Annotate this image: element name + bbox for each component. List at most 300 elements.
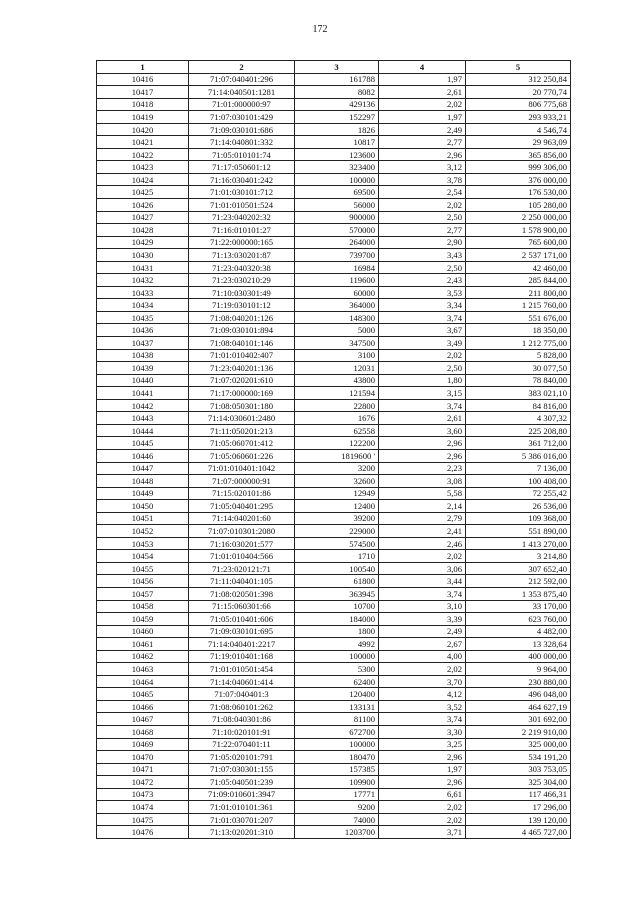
- row-number-cell: 10430: [97, 249, 189, 262]
- table-row: [97, 73, 571, 86]
- row-number-cell: 10448: [97, 475, 189, 488]
- cadastral-number-cell: 71:01:010101:361: [189, 801, 295, 814]
- rate-cell: 2,02: [379, 813, 466, 826]
- cadastral-number-cell: 71:01:010401:1042: [189, 462, 295, 475]
- row-number-cell: 10467: [97, 713, 189, 726]
- rate-cell: 2,43: [379, 274, 466, 287]
- row-number-cell: 10476: [97, 826, 189, 839]
- row-number-cell: 10453: [97, 537, 189, 550]
- rate-cell: 1,97: [379, 763, 466, 776]
- rate-cell: 3,39: [379, 613, 466, 626]
- row-number-cell: 10455: [97, 562, 189, 575]
- table-row: [97, 625, 571, 638]
- row-number-cell: 10439: [97, 362, 189, 375]
- cadastral-value-cell: 212 592,00: [466, 575, 571, 588]
- cadastral-number-cell: 71:14:030601:2480: [189, 412, 295, 425]
- area-cell: 1800: [295, 625, 379, 638]
- row-number-cell: 10437: [97, 337, 189, 350]
- table-row: [97, 512, 571, 525]
- rate-cell: 3,10: [379, 600, 466, 613]
- area-cell: 574500: [295, 537, 379, 550]
- rate-cell: 2,02: [379, 801, 466, 814]
- cadastral-number-cell: 71:08:020501:398: [189, 587, 295, 600]
- rate-cell: 2,96: [379, 751, 466, 764]
- row-number-cell: 10452: [97, 525, 189, 538]
- row-number-cell: 10438: [97, 349, 189, 362]
- rate-cell: 2,02: [379, 663, 466, 676]
- area-cell: 100000: [295, 738, 379, 751]
- area-cell: 43800: [295, 374, 379, 387]
- area-cell: 133131: [295, 700, 379, 713]
- area-cell: 74000: [295, 813, 379, 826]
- cadastral-number-cell: 71:08:060101:262: [189, 700, 295, 713]
- cadastral-value-cell: 33 170,00: [466, 600, 571, 613]
- rate-cell: 2,02: [379, 199, 466, 212]
- cadastral-value-cell: 361 712,00: [466, 437, 571, 450]
- rate-cell: 3,67: [379, 324, 466, 337]
- cadastral-number-cell: 71:23:040202:32: [189, 211, 295, 224]
- rate-cell: 1,80: [379, 374, 466, 387]
- table-row: [97, 412, 571, 425]
- area-cell: 69500: [295, 186, 379, 199]
- table-row: [97, 349, 571, 362]
- area-cell: 184000: [295, 613, 379, 626]
- table-row: [97, 374, 571, 387]
- cadastral-value-cell: 105 280,00: [466, 199, 571, 212]
- row-number-cell: 10473: [97, 788, 189, 801]
- row-number-cell: 10421: [97, 136, 189, 149]
- table-row: [97, 437, 571, 450]
- row-number-cell: 10419: [97, 111, 189, 124]
- cadastral-value-cell: 303 753,05: [466, 763, 571, 776]
- cadastral-number-cell: 71:09:030101:695: [189, 625, 295, 638]
- cadastral-value-cell: 176 530,00: [466, 186, 571, 199]
- column-header-3: 3: [295, 61, 379, 74]
- area-cell: 10700: [295, 600, 379, 613]
- area-cell: 109900: [295, 776, 379, 789]
- table-row: [97, 638, 571, 651]
- cadastral-value-cell: 26 536,00: [466, 500, 571, 513]
- rate-cell: 3,74: [379, 713, 466, 726]
- cadastral-number-cell: 71:14:040801:332: [189, 136, 295, 149]
- table-row: [97, 663, 571, 676]
- cadastral-value-cell: 325 000,00: [466, 738, 571, 751]
- rate-cell: 2,50: [379, 211, 466, 224]
- cadastral-value-cell: 211 800,00: [466, 286, 571, 299]
- rate-cell: 3,60: [379, 424, 466, 437]
- cadastral-value-cell: 383 021,10: [466, 387, 571, 400]
- cadastral-value-cell: 2 537 171,00: [466, 249, 571, 262]
- area-cell: 672700: [295, 725, 379, 738]
- rate-cell: 2,54: [379, 186, 466, 199]
- cadastral-value-cell: 1 353 875,40: [466, 587, 571, 600]
- row-number-cell: 10431: [97, 261, 189, 274]
- rate-cell: 3,74: [379, 399, 466, 412]
- area-cell: 100000: [295, 173, 379, 186]
- table-row: [97, 111, 571, 124]
- rate-cell: 2,49: [379, 123, 466, 136]
- area-cell: 12400: [295, 500, 379, 513]
- cadastral-value-cell: 4 482,00: [466, 625, 571, 638]
- cadastral-number-cell: 71:16:030401:242: [189, 173, 295, 186]
- area-cell: 9200: [295, 801, 379, 814]
- row-number-cell: 10426: [97, 199, 189, 212]
- cadastral-number-cell: 71:13:020201:310: [189, 826, 295, 839]
- cadastral-value-cell: 20 770,74: [466, 86, 571, 99]
- area-cell: 12031: [295, 362, 379, 375]
- area-cell: 100000: [295, 650, 379, 663]
- row-number-cell: 10424: [97, 173, 189, 186]
- table-row: [97, 675, 571, 688]
- rate-cell: 3,70: [379, 675, 466, 688]
- cadastral-number-cell: 71:10:030301:49: [189, 286, 295, 299]
- row-number-cell: 10456: [97, 575, 189, 588]
- table-row: [97, 123, 571, 136]
- rate-cell: 2,77: [379, 136, 466, 149]
- row-number-cell: 10433: [97, 286, 189, 299]
- rate-cell: 5,58: [379, 487, 466, 500]
- row-number-cell: 10458: [97, 600, 189, 613]
- row-number-cell: 10434: [97, 299, 189, 312]
- table-row: [97, 738, 571, 751]
- table-header-row: [97, 61, 571, 74]
- rate-cell: 3,71: [379, 826, 466, 839]
- area-cell: 120400: [295, 688, 379, 701]
- cadastral-number-cell: 71:01:000000:97: [189, 98, 295, 111]
- row-number-cell: 10418: [97, 98, 189, 111]
- cadastral-number-cell: 71:14:040201:60: [189, 512, 295, 525]
- area-cell: 62558: [295, 424, 379, 437]
- cadastral-number-cell: 71:01:010501:454: [189, 663, 295, 676]
- area-cell: 81100: [295, 713, 379, 726]
- row-number-cell: 10475: [97, 813, 189, 826]
- cadastral-number-cell: 71:05:040501:239: [189, 776, 295, 789]
- cadastral-value-cell: 4 307,32: [466, 412, 571, 425]
- table-row: [97, 224, 571, 237]
- cadastral-value-cell: 17 296,00: [466, 801, 571, 814]
- area-cell: 4992: [295, 638, 379, 651]
- area-cell: 180470: [295, 751, 379, 764]
- rate-cell: 2,96: [379, 437, 466, 450]
- rate-cell: 6,61: [379, 788, 466, 801]
- table-row: [97, 700, 571, 713]
- rate-cell: 2,90: [379, 236, 466, 249]
- table-row: [97, 826, 571, 839]
- rate-cell: 1,97: [379, 73, 466, 86]
- cadastral-value-cell: 765 600,00: [466, 236, 571, 249]
- cadastral-value-cell: 1 215 760,00: [466, 299, 571, 312]
- cadastral-value-cell: 999 306,00: [466, 161, 571, 174]
- rate-cell: 2,02: [379, 98, 466, 111]
- rate-cell: 2,49: [379, 625, 466, 638]
- row-number-cell: 10427: [97, 211, 189, 224]
- rate-cell: 3,78: [379, 173, 466, 186]
- cadastral-value-cell: 7 136,00: [466, 462, 571, 475]
- rate-cell: 3,74: [379, 587, 466, 600]
- area-cell: 5300: [295, 663, 379, 676]
- row-number-cell: 10468: [97, 725, 189, 738]
- area-cell: 161788: [295, 73, 379, 86]
- row-number-cell: 10444: [97, 424, 189, 437]
- table-row: [97, 688, 571, 701]
- cadastral-number-cell: 71:01:010404:566: [189, 550, 295, 563]
- row-number-cell: 10447: [97, 462, 189, 475]
- cadastral-value-cell: 30 077,50: [466, 362, 571, 375]
- cadastral-value-cell: 5 386 016,00: [466, 449, 571, 462]
- row-number-cell: 10461: [97, 638, 189, 651]
- rate-cell: 2,23: [379, 462, 466, 475]
- table-row: [97, 199, 571, 212]
- area-cell: 3100: [295, 349, 379, 362]
- cadastral-number-cell: 71:14:040601:414: [189, 675, 295, 688]
- table-row: [97, 788, 571, 801]
- cadastral-number-cell: 71:19:030101:12: [189, 299, 295, 312]
- row-number-cell: 10465: [97, 688, 189, 701]
- row-number-cell: 10462: [97, 650, 189, 663]
- row-number-cell: 10450: [97, 500, 189, 513]
- row-number-cell: 10463: [97, 663, 189, 676]
- cadastral-number-cell: 71:14:040501:1281: [189, 86, 295, 99]
- table-row: [97, 650, 571, 663]
- cadastral-value-cell: 13 328,64: [466, 638, 571, 651]
- cadastral-number-cell: 71:07:010301:2080: [189, 525, 295, 538]
- cadastral-value-cell: 42 460,00: [466, 261, 571, 274]
- table-row: [97, 311, 571, 324]
- rate-cell: 2,46: [379, 537, 466, 550]
- area-cell: 363945: [295, 587, 379, 600]
- cadastral-value-cell: 623 760,00: [466, 613, 571, 626]
- table-row: [97, 86, 571, 99]
- rate-cell: 3,34: [379, 299, 466, 312]
- cadastral-value-cell: 293 933,21: [466, 111, 571, 124]
- area-cell: 429136: [295, 98, 379, 111]
- row-number-cell: 10445: [97, 437, 189, 450]
- cadastral-number-cell: 71:08:040101:146: [189, 337, 295, 350]
- area-cell: 17771: [295, 788, 379, 801]
- table-row: [97, 424, 571, 437]
- cadastral-number-cell: 71:07:030101:429: [189, 111, 295, 124]
- row-number-cell: 10459: [97, 613, 189, 626]
- page-number: 172: [312, 24, 328, 35]
- rate-cell: 3,08: [379, 475, 466, 488]
- row-number-cell: 10472: [97, 776, 189, 789]
- rate-cell: 3,43: [379, 249, 466, 262]
- cadastral-number-cell: 71:15:020101:86: [189, 487, 295, 500]
- cadastral-value-cell: 78 840,00: [466, 374, 571, 387]
- area-cell: 100540: [295, 562, 379, 575]
- table-row: [97, 575, 571, 588]
- cadastral-value-cell: 806 775,68: [466, 98, 571, 111]
- area-cell: 12949: [295, 487, 379, 500]
- column-header-1: 1: [97, 61, 189, 74]
- cadastral-value-cell: 325 304,00: [466, 776, 571, 789]
- cadastral-number-cell: 71:01:010501:524: [189, 199, 295, 212]
- row-number-cell: 10457: [97, 587, 189, 600]
- cadastral-number-cell: 71:07:020201:610: [189, 374, 295, 387]
- table-row: [97, 713, 571, 726]
- row-number-cell: 10422: [97, 148, 189, 161]
- row-number-cell: 10449: [97, 487, 189, 500]
- area-cell: 347500: [295, 337, 379, 350]
- cadastral-number-cell: 71:01:030101:712: [189, 186, 295, 199]
- row-number-cell: 10442: [97, 399, 189, 412]
- rate-cell: 3,44: [379, 575, 466, 588]
- row-number-cell: 10432: [97, 274, 189, 287]
- rate-cell: 2,79: [379, 512, 466, 525]
- area-cell: 8082: [295, 86, 379, 99]
- table-row: [97, 462, 571, 475]
- cadastral-number-cell: 71:19:010401:168: [189, 650, 295, 663]
- cadastral-number-cell: 71:10:020101:91: [189, 725, 295, 738]
- area-cell: 3200: [295, 462, 379, 475]
- table-row: [97, 776, 571, 789]
- rate-cell: 2,14: [379, 500, 466, 513]
- cadastral-value-cell: 2 250 000,00: [466, 211, 571, 224]
- table-row: [97, 487, 571, 500]
- cadastral-value-cell: 365 856,00: [466, 148, 571, 161]
- row-number-cell: 10451: [97, 512, 189, 525]
- cadastral-number-cell: 71:05:010101:74: [189, 148, 295, 161]
- row-number-cell: 10474: [97, 801, 189, 814]
- area-cell: 364000: [295, 299, 379, 312]
- area-cell: 152297: [295, 111, 379, 124]
- row-number-cell: 10471: [97, 763, 189, 776]
- table-row: [97, 562, 571, 575]
- area-cell: 739700: [295, 249, 379, 262]
- table-row: [97, 261, 571, 274]
- cadastral-value-table: [96, 60, 571, 839]
- cadastral-number-cell: 71:07:000000:91: [189, 475, 295, 488]
- row-number-cell: 10454: [97, 550, 189, 563]
- cadastral-number-cell: 71:11:040401:105: [189, 575, 295, 588]
- cadastral-number-cell: 71:01:030701:207: [189, 813, 295, 826]
- cadastral-value-cell: 225 208,80: [466, 424, 571, 437]
- rate-cell: 2,77: [379, 224, 466, 237]
- cadastral-value-cell: 5 828,00: [466, 349, 571, 362]
- table-row: [97, 136, 571, 149]
- cadastral-number-cell: 71:23:030210:29: [189, 274, 295, 287]
- row-number-cell: 10416: [97, 73, 189, 86]
- cadastral-value-cell: 464 627,19: [466, 700, 571, 713]
- table-row: [97, 161, 571, 174]
- row-number-cell: 10466: [97, 700, 189, 713]
- area-cell: 39200: [295, 512, 379, 525]
- cadastral-number-cell: 71:17:050601:12: [189, 161, 295, 174]
- cadastral-number-cell: 71:05:060701:412: [189, 437, 295, 450]
- table-row: [97, 763, 571, 776]
- row-number-cell: 10435: [97, 311, 189, 324]
- cadastral-value-cell: 139 120,00: [466, 813, 571, 826]
- table-row: [97, 362, 571, 375]
- cadastral-number-cell: 71:11:050201:213: [189, 424, 295, 437]
- cadastral-number-cell: 71:22:000000:165: [189, 236, 295, 249]
- area-cell: 570000: [295, 224, 379, 237]
- table-row: [97, 173, 571, 186]
- row-number-cell: 10470: [97, 751, 189, 764]
- row-number-cell: 10441: [97, 387, 189, 400]
- cadastral-number-cell: 71:08:040201:126: [189, 311, 295, 324]
- row-number-cell: 10460: [97, 625, 189, 638]
- cadastral-value-cell: 4 465 727,00: [466, 826, 571, 839]
- area-cell: 1826: [295, 123, 379, 136]
- cadastral-value-cell: 551 890,00: [466, 525, 571, 538]
- row-number-cell: 10464: [97, 675, 189, 688]
- table-row: [97, 148, 571, 161]
- cadastral-value-cell: 29 963,09: [466, 136, 571, 149]
- rate-cell: 3,15: [379, 387, 466, 400]
- row-number-cell: 10436: [97, 324, 189, 337]
- cadastral-number-cell: 71:09:030101:686: [189, 123, 295, 136]
- table-row: [97, 186, 571, 199]
- rate-cell: 2,41: [379, 525, 466, 538]
- cadastral-value-cell: 301 692,00: [466, 713, 571, 726]
- area-cell: 56000: [295, 199, 379, 212]
- cadastral-number-cell: 71:14:040401:2217: [189, 638, 295, 651]
- rate-cell: 3,30: [379, 725, 466, 738]
- area-cell: 323400: [295, 161, 379, 174]
- table-row: [97, 550, 571, 563]
- rate-cell: 3,74: [379, 311, 466, 324]
- area-cell: 121594: [295, 387, 379, 400]
- rate-cell: 3,12: [379, 161, 466, 174]
- area-cell: 119600: [295, 274, 379, 287]
- table-row: [97, 337, 571, 350]
- rate-cell: 2,50: [379, 261, 466, 274]
- area-cell: 229000: [295, 525, 379, 538]
- cadastral-number-cell: 71:23:040320:38: [189, 261, 295, 274]
- table-row: [97, 500, 571, 513]
- cadastral-value-cell: 551 676,00: [466, 311, 571, 324]
- area-cell: 148300: [295, 311, 379, 324]
- table-row: [97, 286, 571, 299]
- table-body: [97, 73, 571, 838]
- cadastral-value-cell: 100 408,00: [466, 475, 571, 488]
- row-number-cell: 10425: [97, 186, 189, 199]
- area-cell: 60000: [295, 286, 379, 299]
- column-header-2: 2: [189, 61, 295, 74]
- cadastral-value-cell: 312 250,84: [466, 73, 571, 86]
- cadastral-value-cell: 285 844,00: [466, 274, 571, 287]
- table-row: [97, 324, 571, 337]
- cadastral-number-cell: 71:07:040401:296: [189, 73, 295, 86]
- cadastral-number-cell: 71:09:030101:894: [189, 324, 295, 337]
- table-row: [97, 399, 571, 412]
- cadastral-number-cell: 71:07:040401:3: [189, 688, 295, 701]
- cadastral-value-cell: 400 000,00: [466, 650, 571, 663]
- cadastral-value-cell: 72 255,42: [466, 487, 571, 500]
- cadastral-value-cell: 1 212 775,00: [466, 337, 571, 350]
- cadastral-number-cell: 71:22:070401:11: [189, 738, 295, 751]
- cadastral-value-cell: 2 219 910,00: [466, 725, 571, 738]
- area-cell: 22800: [295, 399, 379, 412]
- table-row: [97, 725, 571, 738]
- cadastral-value-cell: 1 578 900,00: [466, 224, 571, 237]
- cadastral-number-cell: 71:13:030201:87: [189, 249, 295, 262]
- row-number-cell: 10443: [97, 412, 189, 425]
- area-cell: 32600: [295, 475, 379, 488]
- cadastral-number-cell: 71:05:040401:295: [189, 500, 295, 513]
- table-row: [97, 299, 571, 312]
- rate-cell: 3,52: [379, 700, 466, 713]
- rate-cell: 2,02: [379, 349, 466, 362]
- area-cell: 1819600 ': [295, 449, 379, 462]
- table-row: [97, 813, 571, 826]
- area-cell: 122200: [295, 437, 379, 450]
- area-cell: 61800: [295, 575, 379, 588]
- area-cell: 157385: [295, 763, 379, 776]
- table-row: [97, 525, 571, 538]
- row-number-cell: 10429: [97, 236, 189, 249]
